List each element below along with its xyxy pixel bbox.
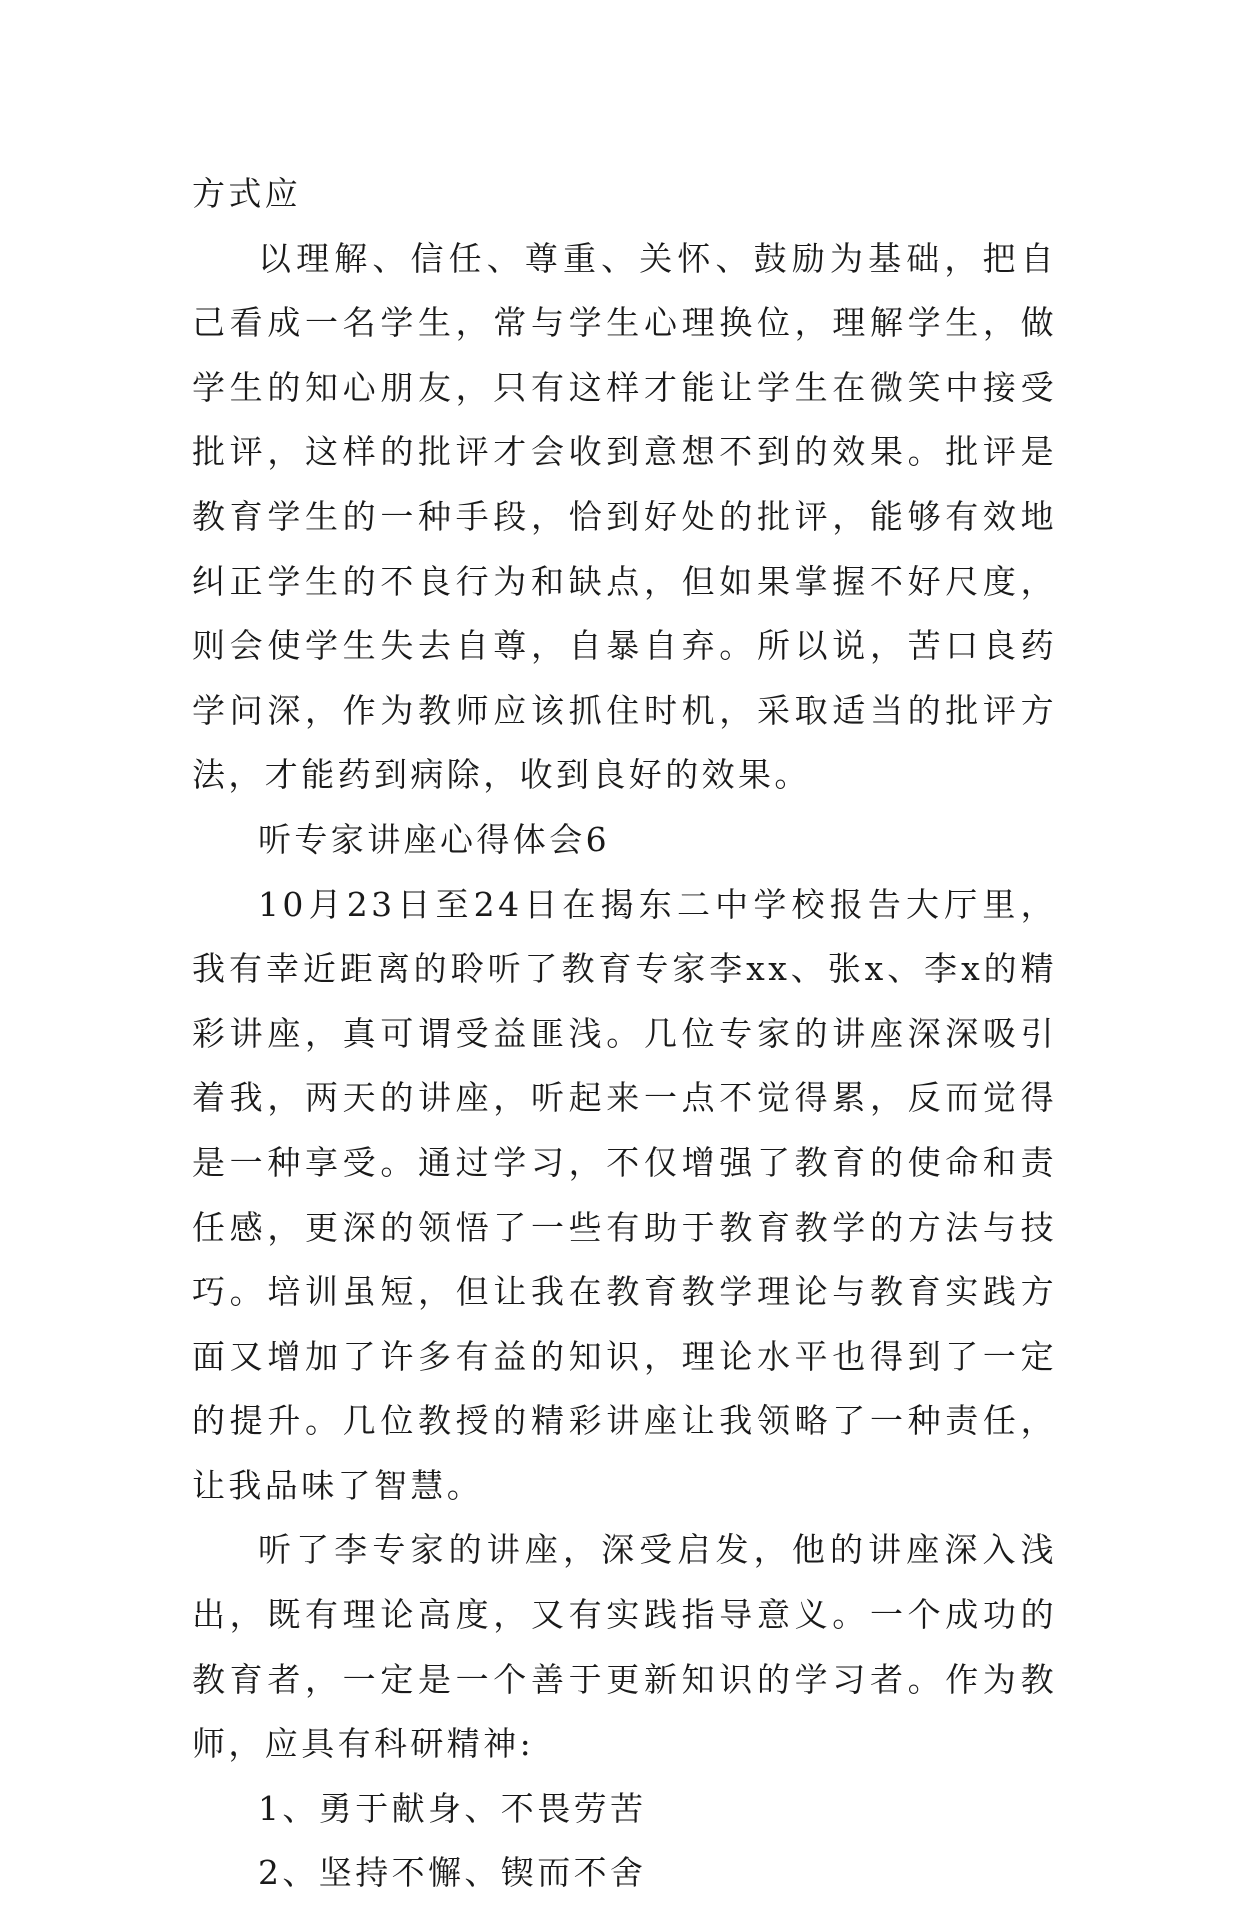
- section-title: 听专家讲座心得体会6: [258, 819, 610, 859]
- list-item: 2、坚持不懈、锲而不舍: [258, 1853, 647, 1893]
- paragraph-lecture-intro: 10月23日至24日在揭东二中学校报告大厅里，我有幸近距离的聆听了教育专家李xx、张x、李x的精彩讲座，真可谓受益匪浅。几位专家的讲座深深吸引着我，两天的讲座，听起来一点不觉得累，反而觉得是一种享受。通过学习，不仅增强了教育的使命和责任感，更深的领悟了一些有助于教育教学的方法与技巧。培训虽短，但让我在教育教学理论与教育实践方面又增加了许多有益的知识，理论水平也得到了一定的提升。几位教授的精彩讲座让我领略了一种责任，让我品味了智慧。: [192, 884, 1057, 1505]
- paragraph-expert-lecture: 听了李专家的讲座，深受启发，他的讲座深入浅出，既有理论高度，又有实践指导意义。一个成功的教育者，一定是一个善于更新知识的学习者。作为教师，应具有科研精神:: [192, 1530, 1057, 1764]
- list-item: 1、勇于献身、不畏劳苦: [258, 1788, 647, 1828]
- paragraph-method-heading: 方式应: [192, 174, 302, 213]
- document-body: [192, 162, 1057, 1906]
- paragraph-criticism-method: 以理解、信任、尊重、关怀、鼓励为基础，把自己看成一名学生，常与学生心理换位，理解学生，做学生的知心朋友，只有这样才能让学生在微笑中接受批评，这样的批评才会收到意想不到的效果。批评是教育学生的一种手段，恰到好处的批评，能够有效地纠正学生的不良行为和缺点，但如果掌握不好尺度，则会使学生失去自尊，自暴自弃。所以说，苦口良药学问深，作为教师应该抓住时机，采取适当的批评方法，才能药到病除，收到良好的效果。: [192, 238, 1057, 795]
